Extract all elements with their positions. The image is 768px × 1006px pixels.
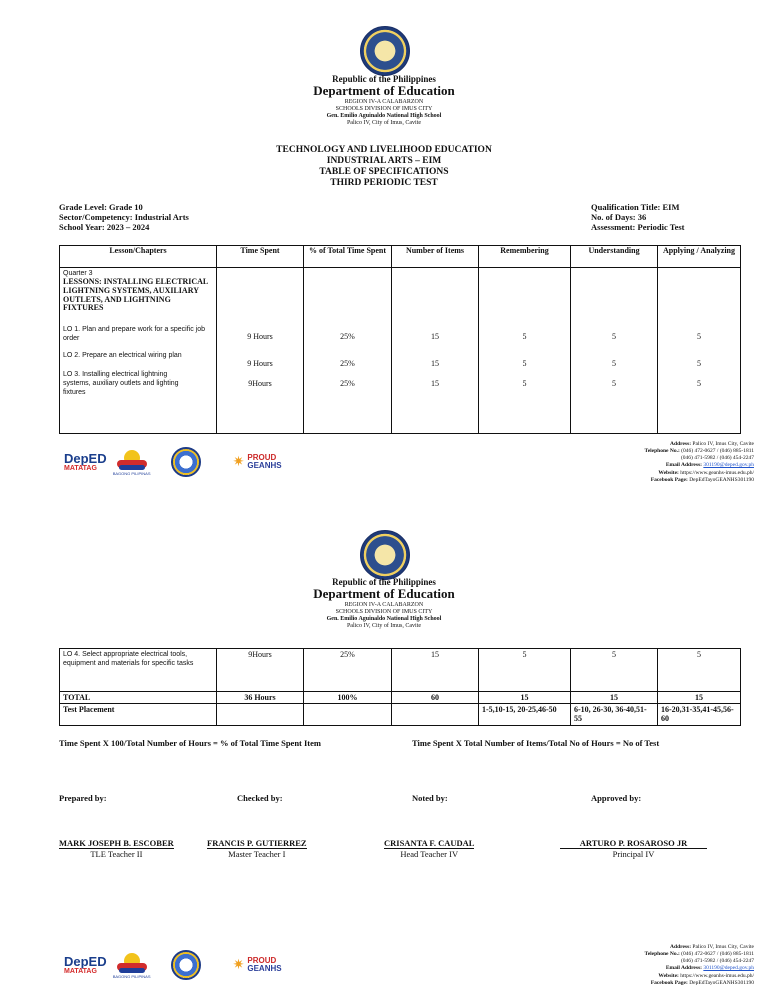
lo-2-text: LO 2. Prepare an electrical wiring plan	[63, 352, 182, 360]
sector-competency: Sector/Competency: Industrial Arts	[59, 212, 189, 223]
placement-remembering: 1-5,10-15, 20-25,46-50	[479, 704, 571, 726]
lo-1-understanding: 5	[612, 332, 616, 341]
footer-tel-1: (046) 472-0627 / (046) 885-1811	[681, 951, 754, 958]
header-understanding: Understanding	[571, 246, 658, 268]
prepared-by-label: Prepared by:	[59, 793, 107, 803]
lo-1-text: LO 1. Plan and prepare work for a specific job order	[63, 326, 206, 343]
footer-address-block: Address: Palico IV, Imus City, Cavite Telephone No.: (046) 472-0627 / (046) 885-1811 (046) 471-5982 / (046) 454-2247 Email Address: 301190@deped.gov.ph Website: https://www.geanhs-imus.edu.ph/ Facebook Page: DepEdTayoGEANHS301190	[644, 441, 754, 483]
footer-website: https://www.geanhs-imus.edu.ph/	[680, 972, 754, 979]
lo-2-items: 15	[431, 359, 439, 368]
title-line-1: TECHNOLOGY AND LIVELIHOOD EDUCATION	[276, 145, 492, 155]
specification-table-continued	[59, 648, 741, 726]
proud-geanhs-logo: ✷ PROUD GEANHS	[232, 956, 282, 973]
prepared-title: TLE Teacher II	[90, 849, 143, 859]
region-text: REGION IV-A CALABARZON	[344, 602, 424, 609]
meta-right	[591, 202, 685, 233]
header-remembering: Remembering	[479, 246, 571, 268]
school-year: School Year: 2023 – 2024	[59, 222, 150, 233]
grade-level: Grade Level: Grade 10	[59, 202, 143, 212]
number-of-days: No. of Days: 36	[591, 212, 647, 223]
matatag-logo-text: MATATAG	[64, 968, 97, 975]
quarter-label: Quarter 3	[63, 270, 93, 277]
document-title	[0, 145, 768, 189]
lo-4-percent: 25%	[304, 649, 392, 692]
title-line-2: INDUSTRIAL ARTS – EIM	[326, 155, 442, 166]
lo-2-remembering: 5	[522, 359, 527, 368]
department-text: Department of Education	[313, 586, 455, 602]
lo-3-understanding: 5	[612, 379, 616, 388]
assessment-type: Assessment: Periodic Test	[591, 222, 685, 233]
lo-3-time: 9Hours	[248, 379, 272, 388]
school-seal-icon	[171, 447, 201, 477]
total-applying: 15	[658, 692, 741, 704]
school-text: Gen. Emilio Aguinaldo National High School	[326, 113, 442, 120]
footer-facebook: DepEdTayoGEANHS301190	[689, 979, 754, 986]
lo-4-applying: 5	[658, 649, 741, 692]
approved-name: ARTURO P. ROSAROSO JR	[560, 838, 707, 849]
approved-by-label: Approved by:	[591, 793, 642, 803]
noted-by-label: Noted by:	[412, 793, 448, 803]
lo-1-time: 9 Hours	[247, 332, 273, 341]
approved-title: Principal IV	[612, 849, 655, 859]
deped-logo-text: DepED	[64, 954, 107, 969]
footer-address: Palico IV, Imus City, Cavite	[692, 441, 754, 447]
noted-name: CRISANTA F. CAUDAL	[384, 838, 475, 848]
footer-facebook: DepEdTayoGEANHS301190	[689, 476, 754, 483]
deped-seal-icon	[360, 26, 410, 76]
prepared-name: MARK JOSEPH B. ESCOBER	[59, 838, 174, 848]
placement-understanding: 6-10, 26-30, 36-40,51-55	[571, 704, 658, 726]
total-label: TOTAL	[60, 692, 217, 704]
lo-1-items: 15	[431, 332, 439, 341]
letterhead	[0, 74, 768, 127]
lessons-cell	[60, 268, 217, 434]
lo-1-applying: 5	[697, 332, 701, 341]
bagong-pilipinas-logo: BAGONG PILIPINAS	[117, 953, 147, 977]
lessons-title: LESSONS: INSTALLING ELECTRICAL LIGHTNING SYSTEMS, AUXILIARY OUTLETS, AND LIGHTNING FIXTURES	[63, 277, 208, 313]
deped-logo-text: DepED	[64, 451, 107, 466]
lo-3-text: LO 3. Installing electrical lightning systems, auxiliary outlets and lighting fixtures	[63, 370, 179, 396]
checked-title: Master Teacher I	[228, 849, 286, 859]
header-time-spent: Time Spent	[217, 246, 304, 268]
lo-4-text: LO 4. Select appropriate electrical tools, equipment and materials for specific tasks	[60, 649, 217, 692]
lo-2-applying: 5	[697, 359, 701, 368]
checked-name: FRANCIS P. GUTIERREZ	[207, 838, 307, 848]
header-percent: % of Total Time Spent	[304, 246, 392, 268]
footer-address-block: Address: Palico IV, Imus City, Cavite Telephone No.: (046) 472-0627 / (046) 885-1811 (046) 471-5982 / (046) 454-2247 Email Address: 301190@deped.gov.ph Website: https://www.geanhs-imus.edu.ph/ Facebook Page: DepEdTayoGEANHS301190	[644, 944, 754, 986]
lo-3-remembering: 5	[522, 379, 527, 388]
lo-4-items: 15	[392, 649, 479, 692]
bagong-pilipinas-logo: BAGONG PILIPINAS	[117, 450, 147, 474]
lo-2-percent: 25%	[340, 359, 355, 368]
footer-website: https://www.geanhs-imus.edu.ph/	[680, 469, 754, 476]
republic-text: Republic of the Philippines	[332, 74, 436, 84]
region-text: REGION IV-A CALABARZON	[344, 99, 424, 106]
placement-label: Test Placement	[60, 704, 217, 726]
signatory-checked	[207, 838, 307, 859]
specification-table	[59, 245, 741, 434]
footer-email-link[interactable]: 301190@deped.gov.ph	[703, 462, 754, 469]
footer-email-link[interactable]: 301190@deped.gov.ph	[703, 965, 754, 972]
total-understanding: 15	[571, 692, 658, 704]
footer-tel-2: (046) 471-5982 / (046) 454-2247	[680, 958, 754, 965]
lo-2-understanding: 5	[612, 359, 616, 368]
proud-geanhs-logo: ✷ PROUD GEANHS	[232, 453, 282, 470]
meta-left	[59, 202, 189, 233]
header-lesson: Lesson/Chapters	[60, 246, 217, 268]
title-line-4: THIRD PERIODIC TEST	[330, 177, 438, 188]
deped-matatag-logo	[64, 955, 107, 975]
footer-logos	[64, 950, 282, 980]
footer-tel-2: (046) 471-5982 / (046) 454-2247	[680, 455, 754, 462]
qualification-title: Qualification Title: EIM	[591, 202, 680, 212]
deped-matatag-logo	[64, 452, 107, 472]
total-items: 60	[392, 692, 479, 704]
total-remembering: 15	[479, 692, 571, 704]
lo-4-understanding: 5	[571, 649, 658, 692]
lo-1-percent: 25%	[340, 332, 355, 341]
deped-seal-icon	[360, 530, 410, 580]
matatag-logo-text: MATATAG	[64, 465, 97, 472]
lo-1-remembering: 5	[522, 332, 527, 341]
header-items: Number of Items	[392, 246, 479, 268]
header-applying: Applying / Analyzing	[658, 246, 741, 268]
lo-3-items: 15	[431, 379, 439, 388]
lo-3-applying: 5	[697, 379, 701, 388]
lo-3-percent: 25%	[340, 379, 355, 388]
letterhead	[0, 577, 768, 630]
total-percent: 100%	[304, 692, 392, 704]
republic-text: Republic of the Philippines	[332, 577, 436, 587]
school-seal-icon	[171, 950, 201, 980]
footer-tel-1: (046) 472-0627 / (046) 885-1811	[681, 448, 754, 455]
signatory-approved	[560, 838, 707, 859]
signatory-prepared	[59, 838, 174, 859]
signatory-noted	[384, 838, 474, 859]
lo-2-time: 9 Hours	[247, 359, 273, 368]
footer-address: Palico IV, Imus City, Cavite	[692, 944, 754, 950]
division-text: SCHOOLS DIVISION OF IMUS CITY	[335, 609, 433, 616]
location-text: Palico IV, City of Imus, Cavite	[346, 622, 422, 629]
formula-items: Time Spent X Total Number of Items/Total No of Hours = No of Test	[412, 738, 660, 748]
checked-by-label: Checked by:	[237, 793, 283, 803]
division-text: SCHOOLS DIVISION OF IMUS CITY	[335, 106, 433, 113]
lo-4-remembering: 5	[479, 649, 571, 692]
location-text: Palico IV, City of Imus, Cavite	[346, 119, 422, 126]
title-line-3: TABLE OF SPECIFICATIONS	[319, 166, 449, 177]
lo-4-time: 9Hours	[217, 649, 304, 692]
noted-title: Head Teacher IV	[400, 849, 459, 859]
placement-applying: 16-20,31-35,41-45,56-60	[658, 704, 741, 726]
department-text: Department of Education	[313, 83, 455, 99]
total-time: 36 Hours	[217, 692, 304, 704]
formula-percent: Time Spent X 100/Total Number of Hours = % of Total Time Spent Item	[59, 738, 321, 748]
school-text: Gen. Emilio Aguinaldo National High School	[326, 616, 442, 623]
footer-logos	[64, 447, 282, 477]
